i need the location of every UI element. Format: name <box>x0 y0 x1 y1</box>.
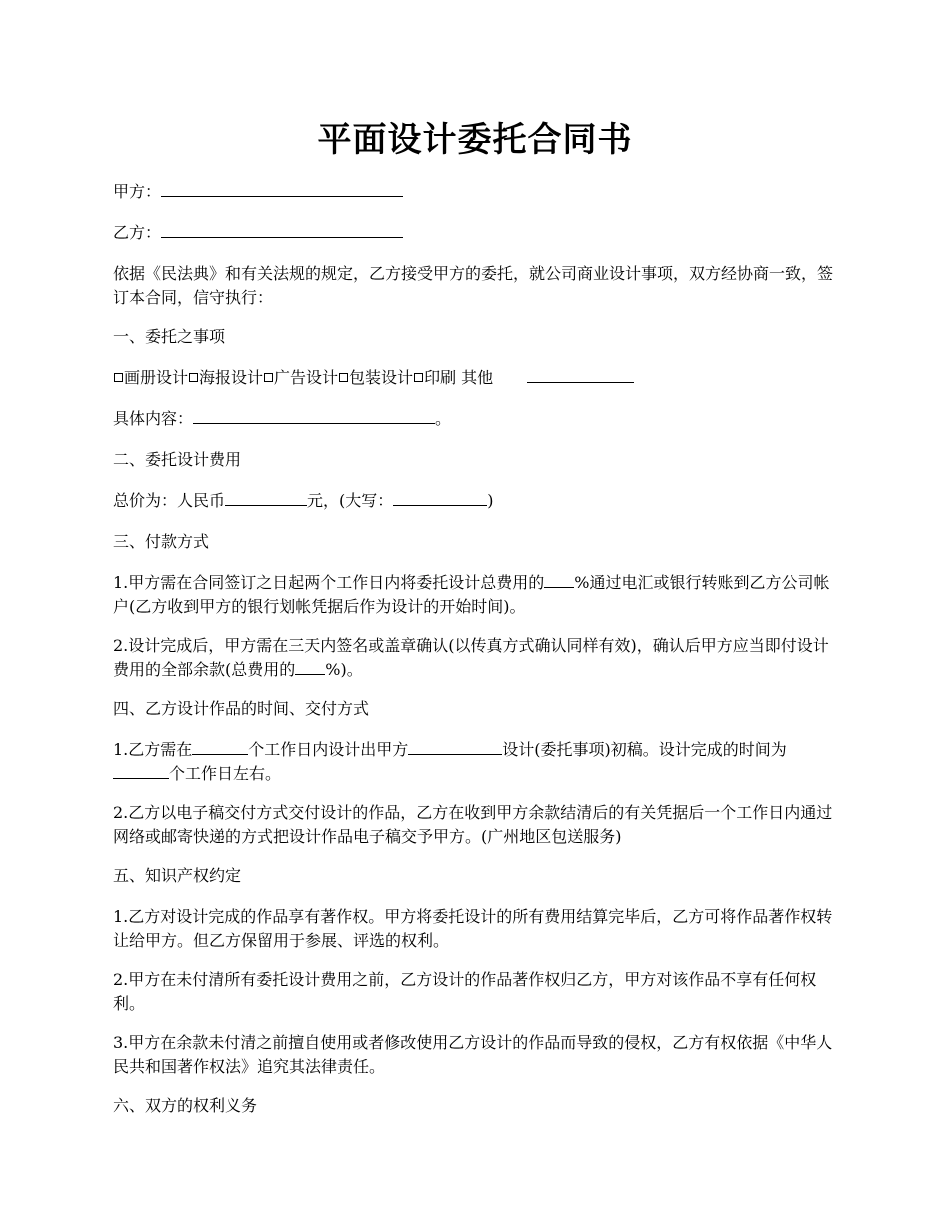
service-options-line <box>113 366 841 390</box>
party-b-blank[interactable] <box>161 221 403 238</box>
party-b-line <box>113 221 841 245</box>
delivery-clause-1-text-b: 个工作日内设计出甲方 <box>248 740 409 759</box>
delivery-clause-1-text-a: 1.乙方需在 <box>113 740 193 759</box>
section-4-heading: 四、乙方设计作品的时间、交付方式 <box>113 699 370 718</box>
payment-clause-1 <box>113 571 841 619</box>
section-6-heading: 六、双方的权利义务 <box>113 1096 258 1115</box>
section-5-heading: 五、知识产权约定 <box>113 866 242 885</box>
delivery-clause-1-text-c: 设计(委托事项)初稿。设计完成的时间为 <box>502 740 787 759</box>
section-1-heading: 一、委托之事项 <box>113 327 226 346</box>
detail-blank[interactable] <box>193 407 435 424</box>
balance-percent-blank[interactable] <box>295 658 325 675</box>
party-a-blank[interactable] <box>161 180 403 197</box>
completion-days-blank[interactable] <box>113 762 169 779</box>
delivery-clause-2: 2.乙方以电子稿交付方式交付设计的作品，乙方在收到甲方余款结清后的有关凭据后一个工作日内通过网络或邮寄快递的方式把设计作品电子稿交予甲方。(广州地区包送服务) <box>113 803 833 846</box>
document-title: 平面设计委托合同书 <box>317 120 633 160</box>
section-2-heading: 二、委托设计费用 <box>113 450 242 469</box>
delivery-clause-1-text-d: 个工作日左右。 <box>169 764 282 783</box>
other-option-blank[interactable] <box>527 366 634 383</box>
section-3-heading: 三、付款方式 <box>113 532 210 551</box>
payment-clause-2-text-b: %)。 <box>325 660 363 679</box>
option-advertising-label: 广告设计 <box>274 368 339 387</box>
workdays-blank[interactable] <box>192 738 248 755</box>
option-brochure-label: 画册设计 <box>124 368 189 387</box>
price-end: ) <box>487 491 494 510</box>
option-packaging-label: 包装设计 <box>349 368 414 387</box>
payment-clause-2-text-a: 2.设计完成后，甲方需在三天内签名或盖章确认(以传真方式确认同样有效)，确认后甲方应当即付设计费用的全部余款(总费用的 <box>113 636 829 679</box>
intro-paragraph: 依据《民法典》和有关法规的规定，乙方接受甲方的委托，就公司商业设计事项，双方经协商一致，签订本合同，信守执行： <box>113 264 834 307</box>
price-prefix: 总价为：人民币 <box>113 491 226 510</box>
detail-line <box>113 407 841 431</box>
design-item-blank[interactable] <box>408 738 502 755</box>
option-poster-label: 海报设计 <box>199 368 264 387</box>
deposit-percent-blank[interactable] <box>544 571 574 588</box>
ip-clause-1: 1.乙方对设计完成的作品享有著作权。甲方将委托设计的所有费用结算完毕后，乙方可将作品著作权转让给甲方。但乙方保留用于参展、评选的权利。 <box>113 907 833 950</box>
ip-clause-2: 2.甲方在未付清所有委托设计费用之前，乙方设计的作品著作权归乙方，甲方对该作品不享有任何权利。 <box>113 970 817 1013</box>
checkbox-printing[interactable] <box>414 373 423 382</box>
option-printing-other-label: 印刷 其他 <box>424 368 494 387</box>
payment-clause-2 <box>113 634 841 682</box>
checkbox-brochure[interactable] <box>114 373 123 382</box>
delivery-clause-1 <box>113 738 841 786</box>
party-a-line <box>113 180 841 204</box>
checkbox-advertising[interactable] <box>264 373 273 382</box>
ip-clause-3: 3.甲方在余款未付清之前擅自使用或者修改使用乙方设计的作品而导致的侵权，乙方有权依据《中华人民共和国著作权法》追究其法律责任。 <box>113 1033 833 1076</box>
checkbox-packaging[interactable] <box>339 373 348 382</box>
price-mid: 元，(大写： <box>307 491 394 510</box>
party-a-label: 甲方： <box>113 182 162 201</box>
detail-label: 具体内容： <box>113 409 194 428</box>
payment-clause-1-text-b: %通过电汇或银行转账到乙方公司帐户(乙方收到甲方的银行划帐凭据后作为设计的开始时间)。 <box>113 573 830 616</box>
price-words-blank[interactable] <box>393 489 487 506</box>
detail-end: 。 <box>435 409 452 428</box>
checkbox-poster[interactable] <box>189 373 198 382</box>
price-amount-blank[interactable] <box>225 489 307 506</box>
party-b-label: 乙方： <box>113 223 162 242</box>
price-line <box>113 489 841 513</box>
document-body <box>113 180 841 1135</box>
payment-clause-1-text-a: 1.甲方需在合同签订之日起两个工作日内将委托设计总费用的 <box>113 573 545 592</box>
